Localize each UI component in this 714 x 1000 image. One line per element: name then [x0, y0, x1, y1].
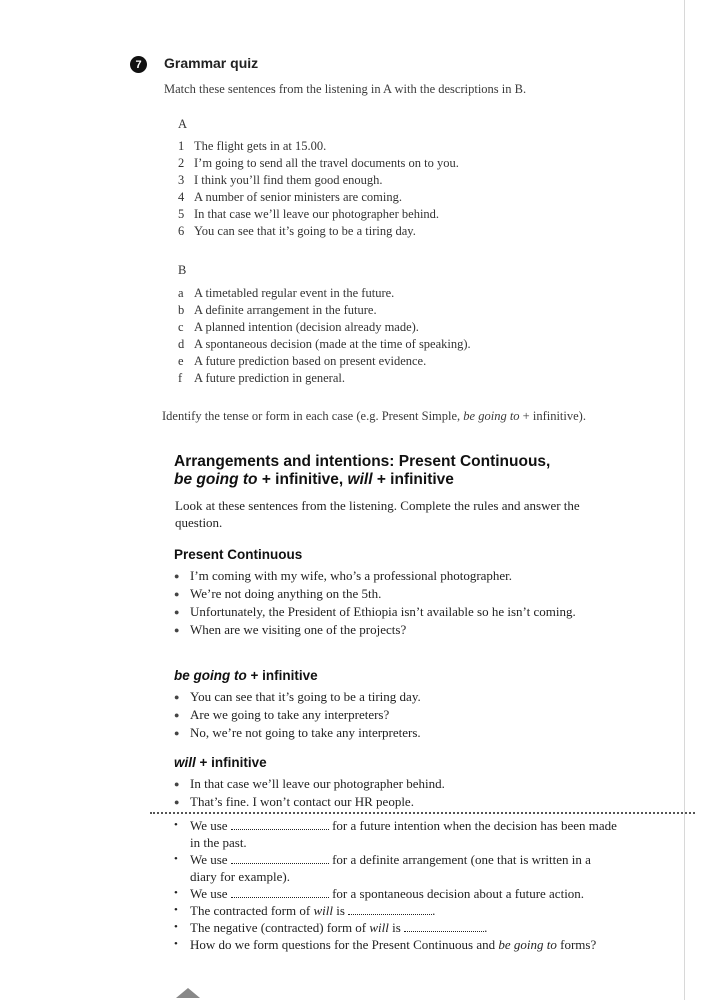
title-italic-2: will: [347, 471, 373, 488]
rule-text: How do we form questions for the Present Continuous and: [190, 937, 499, 952]
rule-italic: will: [313, 903, 333, 918]
identify-instruction: [162, 409, 586, 424]
item-text: In that case we’ll leave our photographer behind.: [194, 207, 440, 221]
list-item: [178, 302, 471, 319]
example-text: When are we visiting one of the projects?: [190, 622, 407, 637]
list-item: [174, 621, 614, 639]
rule-text: We use: [190, 852, 228, 867]
item-letter: a: [178, 286, 184, 300]
list-item: [178, 189, 459, 206]
item-text: A future prediction based on present evidence.: [194, 354, 427, 368]
list-item: [178, 353, 471, 370]
list-item: [174, 724, 614, 742]
example-text: That’s fine. I won’t contact our HR people.: [190, 794, 414, 809]
list-item: [178, 370, 471, 387]
item-number: 4: [178, 190, 185, 204]
rule-text: for a spontaneous decision about a future action.: [328, 886, 585, 901]
list-item: [178, 336, 471, 353]
present-continuous-heading: Present Continuous: [174, 547, 303, 562]
bullet-icon: ●: [174, 692, 180, 702]
bullet-icon: ●: [174, 710, 180, 720]
list-item: [174, 775, 614, 793]
item-text: A spontaneous decision (made at the time of speaking).: [194, 337, 471, 351]
present-continuous-examples: [174, 567, 614, 639]
column-a-heading: A: [178, 117, 188, 131]
item-text: A definite arrangement in the future.: [194, 303, 377, 317]
bullet-icon: ●: [174, 625, 180, 635]
rule-text: The negative (contracted) form of: [190, 920, 370, 935]
grammar-box-title: [174, 453, 550, 489]
description-list-b: [178, 285, 471, 387]
identify-text-italic: be going to: [463, 409, 520, 423]
bullet-icon: •: [174, 938, 178, 950]
item-number: 1: [178, 139, 185, 153]
list-item: [174, 567, 614, 585]
list-item: [174, 793, 614, 811]
be-going-to-examples: [174, 688, 614, 742]
example-text: Unfortunately, the President of Ethiopia isn’t available so he isn’t coming.: [190, 604, 576, 619]
example-text: You can see that it’s going to be a tiring day.: [190, 689, 421, 704]
item-letter: e: [178, 354, 184, 368]
answer-blank[interactable]: [348, 905, 432, 915]
dotted-divider: [150, 812, 695, 814]
list-item: [174, 688, 614, 706]
bullet-icon: •: [174, 819, 178, 831]
rule-text: is: [388, 920, 401, 935]
rule-text: .: [432, 903, 436, 918]
item-number: 2: [178, 156, 185, 170]
answer-blank[interactable]: [231, 888, 329, 898]
will-examples: [174, 775, 614, 811]
example-text: I’m coming with my wife, who’s a professional photographer.: [190, 568, 513, 583]
rule-text: We use: [190, 818, 228, 833]
rule-item: [174, 817, 619, 851]
be-going-to-heading: [174, 668, 318, 683]
list-item: [178, 285, 471, 302]
rule-item: [174, 936, 619, 953]
example-text: We’re not doing anything on the 5th.: [190, 586, 382, 601]
list-item: [178, 138, 459, 155]
rule-italic: be going to: [498, 937, 557, 952]
answer-blank[interactable]: [404, 922, 484, 932]
answer-blank[interactable]: [231, 854, 329, 864]
rule-text: We use: [190, 886, 228, 901]
bullet-icon: ●: [174, 607, 180, 617]
heading-italic: will: [174, 755, 196, 770]
list-item: [174, 603, 614, 621]
rule-text: for a definite arrangement (one that is written in a diary for example).: [190, 852, 591, 884]
title-mid: + infinitive,: [257, 471, 348, 488]
rule-text: The contracted form of: [190, 903, 314, 918]
list-item: [174, 706, 614, 724]
bullet-icon: ●: [174, 571, 180, 581]
item-number: 5: [178, 207, 185, 221]
rule-italic: will: [369, 920, 389, 935]
bullet-icon: •: [174, 887, 178, 899]
item-text: A number of senior ministers are coming.: [194, 190, 402, 204]
rule-item: [174, 919, 619, 936]
list-item: [178, 319, 471, 336]
column-b-heading: B: [178, 263, 187, 277]
section-number-badge: 7: [130, 56, 147, 73]
identify-text-start: Identify the tense or form in each case (e.g. Present Simple,: [162, 409, 464, 423]
item-letter: c: [178, 320, 184, 334]
bullet-icon: •: [174, 921, 178, 933]
bullet-icon: •: [174, 853, 178, 865]
rule-text: .: [484, 920, 488, 935]
item-text: The flight gets in at 15.00.: [194, 139, 327, 153]
item-text: I’m going to send all the travel documents on to you.: [194, 156, 459, 170]
heading-rest: + infinitive: [195, 755, 267, 770]
rule-text: forms?: [556, 937, 597, 952]
grammar-box-intro: Look at these sentences from the listening. Complete the rules and answer the question.: [175, 498, 580, 530]
bullet-icon: ●: [174, 589, 180, 599]
sentence-list-a: [178, 138, 459, 240]
example-text: Are we going to take any interpreters?: [190, 707, 390, 722]
rule-text: for a future intention when the decision has been made in the past.: [190, 818, 617, 850]
rule-item: [174, 851, 619, 885]
item-text: I think you’ll find them good enough.: [194, 173, 383, 187]
example-text: In that case we’ll leave our photographer behind.: [190, 776, 445, 791]
bullet-icon: ●: [174, 728, 180, 738]
bullet-icon: ●: [174, 779, 180, 789]
item-letter: f: [178, 371, 183, 385]
identify-text-end: + infinitive).: [519, 409, 586, 423]
rules-list: [174, 817, 619, 953]
list-item: [178, 172, 459, 189]
item-text: You can see that it’s going to be a tiring day.: [194, 224, 416, 238]
rule-item: [174, 885, 619, 902]
item-text: A future prediction in general.: [194, 371, 345, 385]
page-edge-line: [684, 0, 686, 1000]
heading-italic: be going to: [174, 668, 247, 683]
rule-item: [174, 902, 619, 919]
page-corner-mark: [176, 988, 200, 998]
quiz-instruction: Match these sentences from the listening in A with the descriptions in B.: [164, 82, 527, 96]
list-item: [174, 585, 614, 603]
item-number: 3: [178, 173, 185, 187]
item-text: A timetabled regular event in the future.: [194, 286, 395, 300]
answer-blank[interactable]: [231, 820, 329, 830]
bullet-icon: ●: [174, 797, 180, 807]
heading-rest: + infinitive: [246, 668, 318, 683]
title-end: + infinitive: [372, 471, 454, 488]
item-text: A planned intention (decision already made).: [194, 320, 419, 334]
title-line-2: [174, 471, 550, 489]
list-item: [178, 206, 459, 223]
list-item: [178, 223, 459, 240]
title-italic-1: be going to: [174, 471, 258, 488]
bullet-icon: •: [174, 904, 178, 916]
item-number: 6: [178, 224, 185, 238]
rule-text: is: [332, 903, 345, 918]
item-letter: b: [178, 303, 185, 317]
item-letter: d: [178, 337, 185, 351]
example-text: No, we’re not going to take any interpreters.: [190, 725, 421, 740]
will-heading: [174, 755, 267, 770]
title-line-1: Arrangements and intentions: Present Continuous,: [174, 453, 551, 470]
quiz-title: Grammar quiz: [164, 55, 259, 71]
list-item: [178, 155, 459, 172]
